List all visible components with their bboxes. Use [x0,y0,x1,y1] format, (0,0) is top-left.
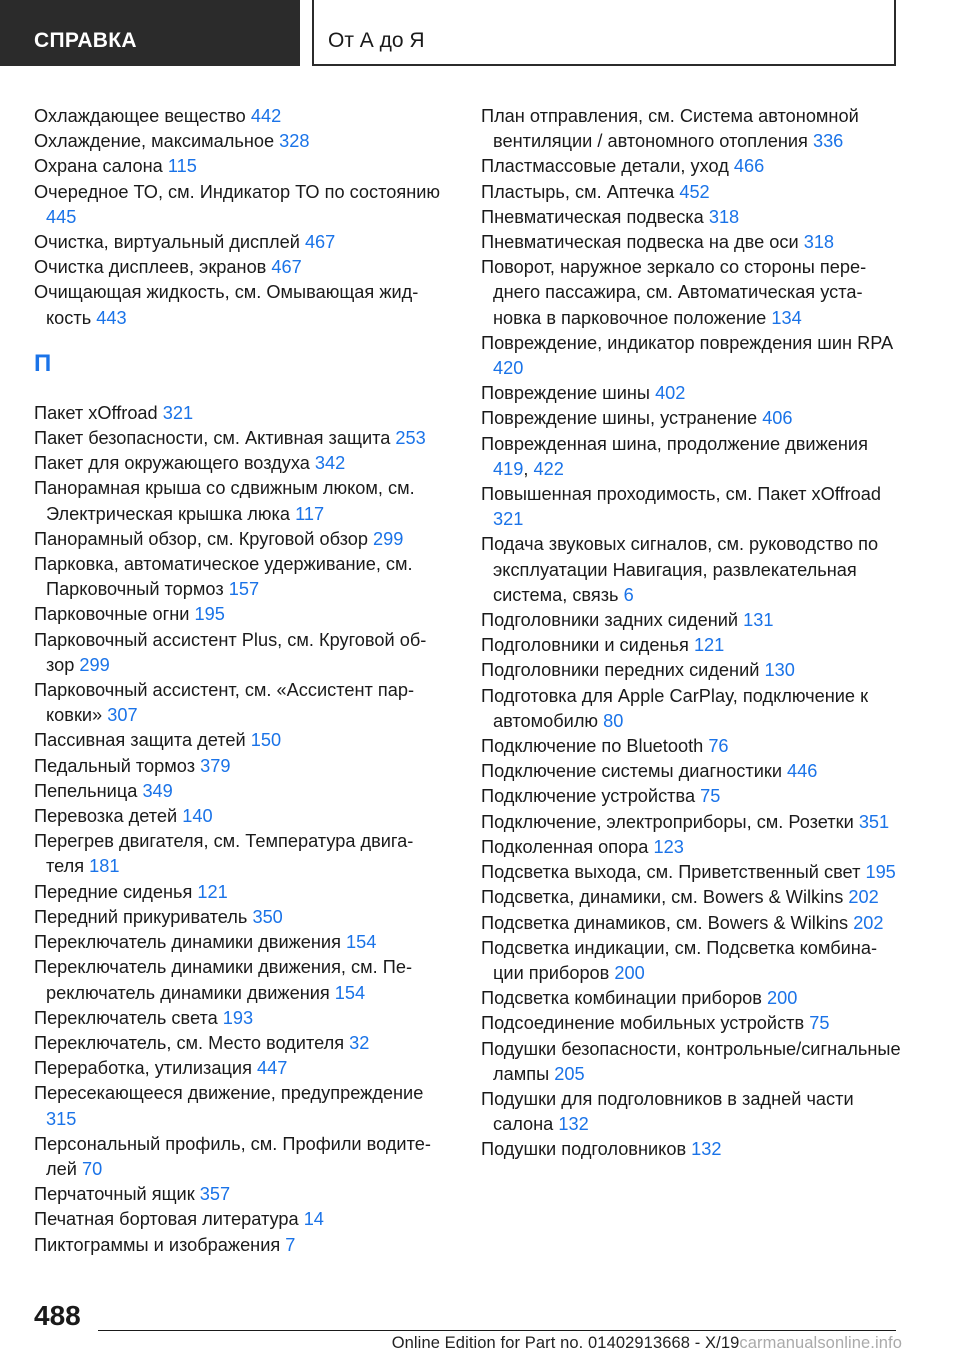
page-link[interactable]: 336 [812,131,844,152]
page-link[interactable]: 117 [295,503,325,524]
index-entry [481,104,901,154]
footer-divider [98,1330,896,1331]
entry-term: Перегрев двигателя, см. Температура двигателя [34,831,414,877]
page-link[interactable]: 76 [708,736,729,757]
entry-term: Подсветка, динамики, см. Bowers & Wilkins [481,887,849,908]
index-entry [481,381,901,406]
entry-term: Поврежденная шина, продолжение движения [481,433,868,454]
page-link[interactable]: 447 [256,1058,288,1079]
page-link[interactable]: 7 [285,1234,296,1255]
index-entry [34,401,444,426]
index-entry [34,230,444,255]
index-entry [481,784,901,809]
page-link[interactable]: 318 [708,206,740,227]
page-link[interactable]: 132 [558,1114,589,1135]
entry-term: Пассивная защита детей [34,730,251,751]
entry-term: Очередное ТО, см. Индикатор ТО по состоянию [34,181,441,202]
entry-term: Пластмассовые детали, уход [481,156,734,177]
page-link[interactable]: 318 [803,232,835,253]
entry-term: Подушки безопасности, контрольные/сигнальные лампы [481,1038,901,1084]
index-entry [34,678,444,728]
entry-term: Подсветка комбинации приборов [481,988,768,1009]
page-link[interactable]: 200 [767,988,798,1009]
entry-term: Пневматическая подвеска [481,206,709,227]
index-entry [34,255,444,280]
index-entry [34,451,444,476]
entry-term: Охлаждающее вещество [34,106,251,126]
entry-term: Подключение устройства [481,786,701,807]
index-entry: Поврежденная шина, продолжение движения 419, 422 [481,433,868,479]
index-entry [481,532,901,608]
section-tab[interactable]: СПРАВКА [0,0,300,66]
index-entry [34,930,444,955]
index-entry [481,331,901,381]
index-entry [34,154,444,179]
index-entry [34,628,444,678]
entries-right [481,104,901,1163]
index-entry [481,911,901,936]
page-link[interactable]: 466 [733,156,765,177]
page-link[interactable]: 299 [79,654,110,675]
index-entry [481,835,901,860]
index-entry [34,1081,444,1131]
subsection-tab[interactable]: От А до Я [312,0,896,66]
page-link[interactable]: 253 [395,428,426,449]
page-link[interactable]: 131 [743,610,774,631]
entry-term: Подсветка динамиков, см. Bowers & Wilkins [481,912,854,933]
entry-term: Поворот, наружное зеркало со стороны переднего пассажира, см. Автоматическая установка в парковочное положение [481,257,867,328]
entry-term: Парковочные огни [34,604,195,625]
index-entry [34,1182,444,1207]
entry-term: Парковочный ассистент Plus, см. Круговой обзор [34,629,427,675]
page-link[interactable]: 130 [764,660,795,681]
page-link[interactable]: 299 [373,528,404,549]
page-link[interactable]: 452 [679,181,710,202]
page-link[interactable]: 181 [89,856,120,877]
footer-edition [392,1334,902,1353]
index-entry [34,426,444,451]
index-entry [34,955,444,1005]
index-entry [34,129,444,154]
entry-term: Переключатель света [34,1007,223,1028]
index-entry [34,1031,444,1056]
index-entry [34,1207,444,1232]
entry-term: План отправления, см. Система автономной вентиляции / автономного отопления [481,106,859,152]
index-entry [481,180,901,205]
index-entry [34,602,444,627]
index-entry [34,552,444,602]
entry-term: Переработка, утилизация [34,1058,257,1079]
entry-term: Персональный профиль, см. Профили водителей [34,1133,431,1179]
page-link[interactable]: 154 [345,932,377,953]
entry-term: Пневматическая подвеска на две оси [481,232,804,253]
entries-after-letter [34,401,444,1258]
index-entry [481,860,901,885]
page-link[interactable]: 70 [81,1158,103,1179]
page-link[interactable]: 115 [167,156,197,177]
page-link[interactable]: 443 [96,307,127,328]
page-link[interactable]: 132 [691,1139,722,1160]
page-link[interactable]: 446 [787,761,818,782]
entry-term: Очищающая жидкость, см. Омывающая жидкость [34,282,419,328]
entry-term: Подголовники передних сидений [481,660,765,681]
page-link[interactable]: 150 [250,730,282,751]
page-link[interactable]: 420 [493,358,524,379]
entry-term: Очистка дисплеев, экранов [34,257,272,278]
entry-term: Повреждение шины [481,383,656,404]
entry-term: Подсоединение мобильных устройств [481,1013,810,1034]
watermark-text: carmanualsonline.info [739,1334,902,1352]
index-entry [481,255,901,331]
entry-term: Переключатель динамики движения [34,932,346,953]
entry-term: Подушки подголовников [481,1139,692,1160]
page-number: 488 [34,1300,81,1331]
index-entry [481,986,901,1011]
entry-term: Подключение по Bluetooth [481,736,709,757]
page-link[interactable]: 80 [603,710,624,731]
page-link[interactable]: 419 [493,458,524,479]
index-entry [481,1011,901,1036]
index-entry [34,1233,444,1258]
index-entry [34,280,444,330]
entry-term: Повреждение, индикатор повреждения шин RPA [481,332,893,353]
page-link[interactable]: 442 [250,106,282,126]
index-entry [34,104,444,129]
entry-term: Панорамный обзор, см. Круговой обзор [34,528,373,549]
page-link[interactable]: 154 [334,982,366,1003]
index-entry [481,684,901,734]
index-entry [34,754,444,779]
page-link[interactable]: 6 [623,584,634,605]
page-link[interactable]: 202 [848,887,879,908]
entry-term: Повышенная проходимость, см. Пакет xOffroad [481,484,881,505]
entries-before-letter [34,104,444,331]
index-entry [481,406,901,431]
entry-term: Подключение, электроприборы, см. Розетки [481,811,859,832]
page-link[interactable]: 402 [655,383,686,404]
index-entry [34,1006,444,1031]
entry-term: Парковка, автоматическое удерживание, см. Парковочный тормоз [34,554,413,600]
page-link[interactable]: 321 [493,509,524,530]
page-link[interactable]: 467 [304,232,336,253]
page-link[interactable]: 121 [693,635,725,656]
index-entry [34,804,444,829]
index-entry [481,810,901,835]
entry-term: Подголовники задних сидений [481,610,744,631]
page-link[interactable]: 205 [554,1063,585,1084]
index-entry [34,880,444,905]
entry-term: Пиктограммы и изображения [34,1234,286,1255]
page-link[interactable]: 351 [858,811,890,832]
entry-term: Подушки для подголовников в задней части салона [481,1088,854,1135]
page-link[interactable]: 134 [771,307,802,328]
page-link[interactable]: 157 [228,579,260,600]
page-link[interactable]: 195 [194,604,225,625]
entry-term: Панорамная крыша со сдвижным люком, см. Электрическая крышка люка [34,478,415,524]
index-entry [481,230,901,255]
page-link[interactable]: 195 [865,862,896,883]
page-link[interactable]: 328 [279,131,310,152]
page-link[interactable]: 200 [614,962,645,983]
page-link[interactable]: 321 [162,402,194,423]
page-link[interactable]: 349 [142,780,173,801]
entry-term: Перчаточный ящик [34,1184,200,1205]
page-link[interactable]: 140 [182,806,213,827]
entry-term: Пакет xOffroad [34,402,163,423]
letter-heading: П [34,349,52,377]
page-header [0,0,960,66]
index-entry [34,1132,444,1182]
entry-term: Подключение системы диагностики [481,761,788,782]
page-link[interactable]: 123 [653,836,684,857]
index-entry [481,1137,901,1162]
index-entry [481,608,901,633]
index-entry [34,180,444,230]
index-entry [34,1056,444,1081]
entry-term: Подколенная опора [481,836,654,857]
page-link[interactable]: 342 [314,453,346,474]
index-entry [481,1087,901,1137]
index-entry [481,734,901,759]
entry-term: Парковочный ассистент, см. «Ассистент парковки» [34,680,415,726]
index-column-left [34,104,444,1258]
entry-term: Очистка, виртуальный дисплей [34,232,305,253]
entry-term: Подготовка для Apple CarPlay, подключение к автомобилю [481,685,869,731]
entry-term: Подсветка выхода, см. Приветственный свет [481,862,866,883]
page-link[interactable]: 445 [46,206,77,227]
index-entry [481,658,901,683]
index-entry [34,905,444,930]
page-link[interactable]: 121 [197,881,228,902]
page-link[interactable]: 406 [762,408,793,429]
page-link[interactable]: 350 [252,906,283,927]
page-link[interactable]: 14 [303,1209,324,1230]
page-link[interactable]: 315 [46,1108,77,1129]
page-link[interactable]: 75 [809,1013,830,1034]
page-link[interactable]: 307 [107,705,138,726]
index-entry [34,476,444,526]
index-entry [481,482,901,532]
index-entry [34,527,444,552]
page-link[interactable]: 422 [533,458,564,479]
index-entry [34,829,444,879]
page-link[interactable]: 193 [222,1007,254,1028]
index-column-right [481,104,901,1163]
page-link[interactable]: 357 [199,1184,231,1205]
entry-term: Охрана салона [34,156,168,177]
page-link[interactable]: 379 [200,755,231,776]
entry-term: Переключатель, см. Место водителя [34,1032,350,1053]
entry-term: Педальный тормоз [34,755,201,776]
index-entry [34,779,444,804]
index-entry [481,154,901,179]
index-entry [481,759,901,784]
entry-term: Охлаждение, максимальное [34,131,280,152]
index-entry [481,205,901,230]
index-entry [481,1037,901,1087]
entry-term: Повреждение шины, устранение [481,408,763,429]
entry-term: Подача звуковых сигналов, см. руководство по эксплуатации Навигация, развлекательная система, связь [481,534,879,605]
index-entry [481,936,901,986]
entry-term: Пепельница [34,780,143,801]
page-link[interactable]: 75 [700,786,721,807]
entry-term: Подголовники и сиденья [481,635,694,656]
entry-term: Подсветка индикации, см. Подсветка комбинации приборов [481,937,878,983]
page-link[interactable]: 202 [853,912,884,933]
entry-term: Пакет для окружающего воздуха [34,453,315,474]
edition-text: Online Edition for Part no. 01402913668 - X/19 [391,1334,740,1352]
entry-term: Перевозка детей [34,806,183,827]
page-link[interactable]: 467 [271,257,302,278]
entry-term: Пластырь, см. Аптечка [481,181,680,202]
entry-term: Передние сиденья [34,881,198,902]
index-entry [481,633,901,658]
index-entry [481,885,901,910]
entry-term: Переключатель динамики движения, см. Переключатель динамики движения [34,957,412,1003]
index-entry [34,728,444,753]
entry-term: Передний прикуриватель [34,906,253,927]
entry-term: Пакет безопасности, см. Активная защита [34,428,396,449]
page-link[interactable]: 32 [349,1032,370,1053]
entry-term: Печатная бортовая литература [34,1209,304,1230]
entry-term: Пересекающееся движение, предупреждение [34,1083,424,1104]
